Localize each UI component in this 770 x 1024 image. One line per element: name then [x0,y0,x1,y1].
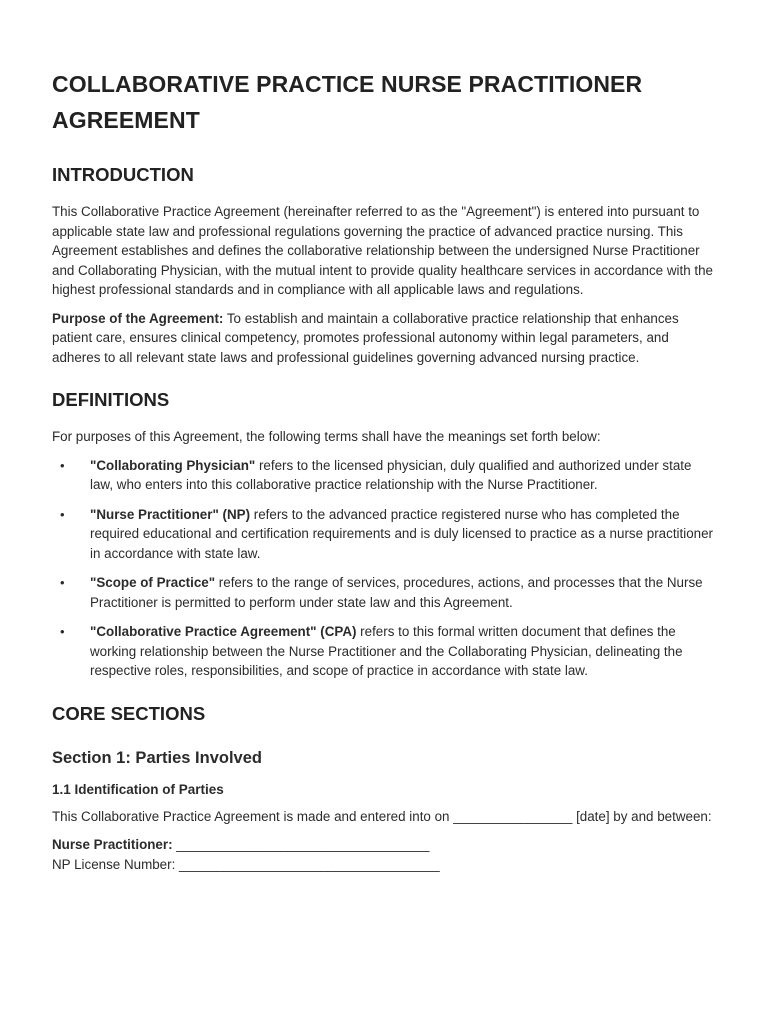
list-item [52,622,718,681]
definitions-list [52,456,718,681]
definitions-heading: DEFINITIONS [52,389,170,410]
definitions-lead: For purposes of this Agreement, the following terms shall have the meanings set forth below: [52,429,601,444]
definition-text: refers to the range of services, procedures, actions, and processes that the Nurse Practitioner is permitted to perform under state law and this Agreement. [90,575,703,610]
purpose-text: To establish and maintain a collaborative practice relationship that enhances patient care, ensures clinical competency, promotes professional autonomy within legal parameters, and adheres to all relevant state laws and professional guidelines governing advanced nursing practice. [52,310,679,365]
purpose-label: Purpose of the Agreement: [52,310,224,326]
np-blank-line: __________________________________ [172,837,430,852]
purpose-paragraph [52,309,718,368]
made-and-entered-text: This Collaborative Practice Agreement is made and entered into on ________________ [date] by and between: [52,808,712,824]
bullet-icon: • [60,457,65,473]
definition-term: "Collaborating Physician" [90,457,256,473]
bullet-icon: • [60,575,65,590]
bullet-icon: • [60,624,65,639]
np-license-field [52,855,718,875]
definition-term: "Scope of Practice" [90,575,216,590]
section-1-heading: Section 1: Parties Involved [52,748,262,767]
list-item [52,573,718,612]
definition-term: "Collaborative Practice Agreement" (CPA) [90,624,357,639]
definition-text: refers to the licensed physician, duly qualified and authorized under state law, who enters into this collaborative practice relationship with the Nurse Practitioner. [90,457,692,492]
introduction-paragraph: This Collaborative Practice Agreement (hereinafter referred to as the "Agreement") is entered into pursuant to applicable state law and professional regulations governing the practice of advanced practice nursing. This Agreement establishes and defines the collaborative relationship between the undersigned Nurse Practitioner and Collaborating Physician, with the mutual intent to provide quality healthcare services in accordance with the highest professional standards and in compliance with all applicable laws and regulations. [52,204,713,297]
introduction-heading: INTRODUCTION [52,164,194,185]
definitions-section [52,389,718,681]
list-item [52,505,718,564]
np-license-label: NP License Number: [52,856,176,872]
core-sections [52,703,718,875]
core-sections-heading: CORE SECTIONS [52,702,206,724]
np-field [52,835,718,855]
definition-text: refers to the advanced practice registered nurse who has completed the required educational and certification requirements and is duly licensed to practice as a nurse practitioner in accordance with state law. [90,506,714,561]
document-title: COLLABORATIVE PRACTICE NURSE PRACTITIONER AGREEMENT [52,71,643,133]
definition-text: refers to this formal written document that defines the working relationship between the Nurse Practitioner and the Collaborating Physician, delineating the respective roles, responsibilities, and scope of practice in accordance with state law. [90,624,683,678]
list-item [52,456,718,495]
bullet-icon: • [60,506,65,522]
np-license-blank-line: ___________________________________ [175,856,440,872]
np-label: Nurse Practitioner: [52,837,173,852]
definition-term: "Nurse Practitioner" (NP) [90,506,251,522]
subsection-1-1-heading: 1.1 Identification of Parties [52,781,224,797]
